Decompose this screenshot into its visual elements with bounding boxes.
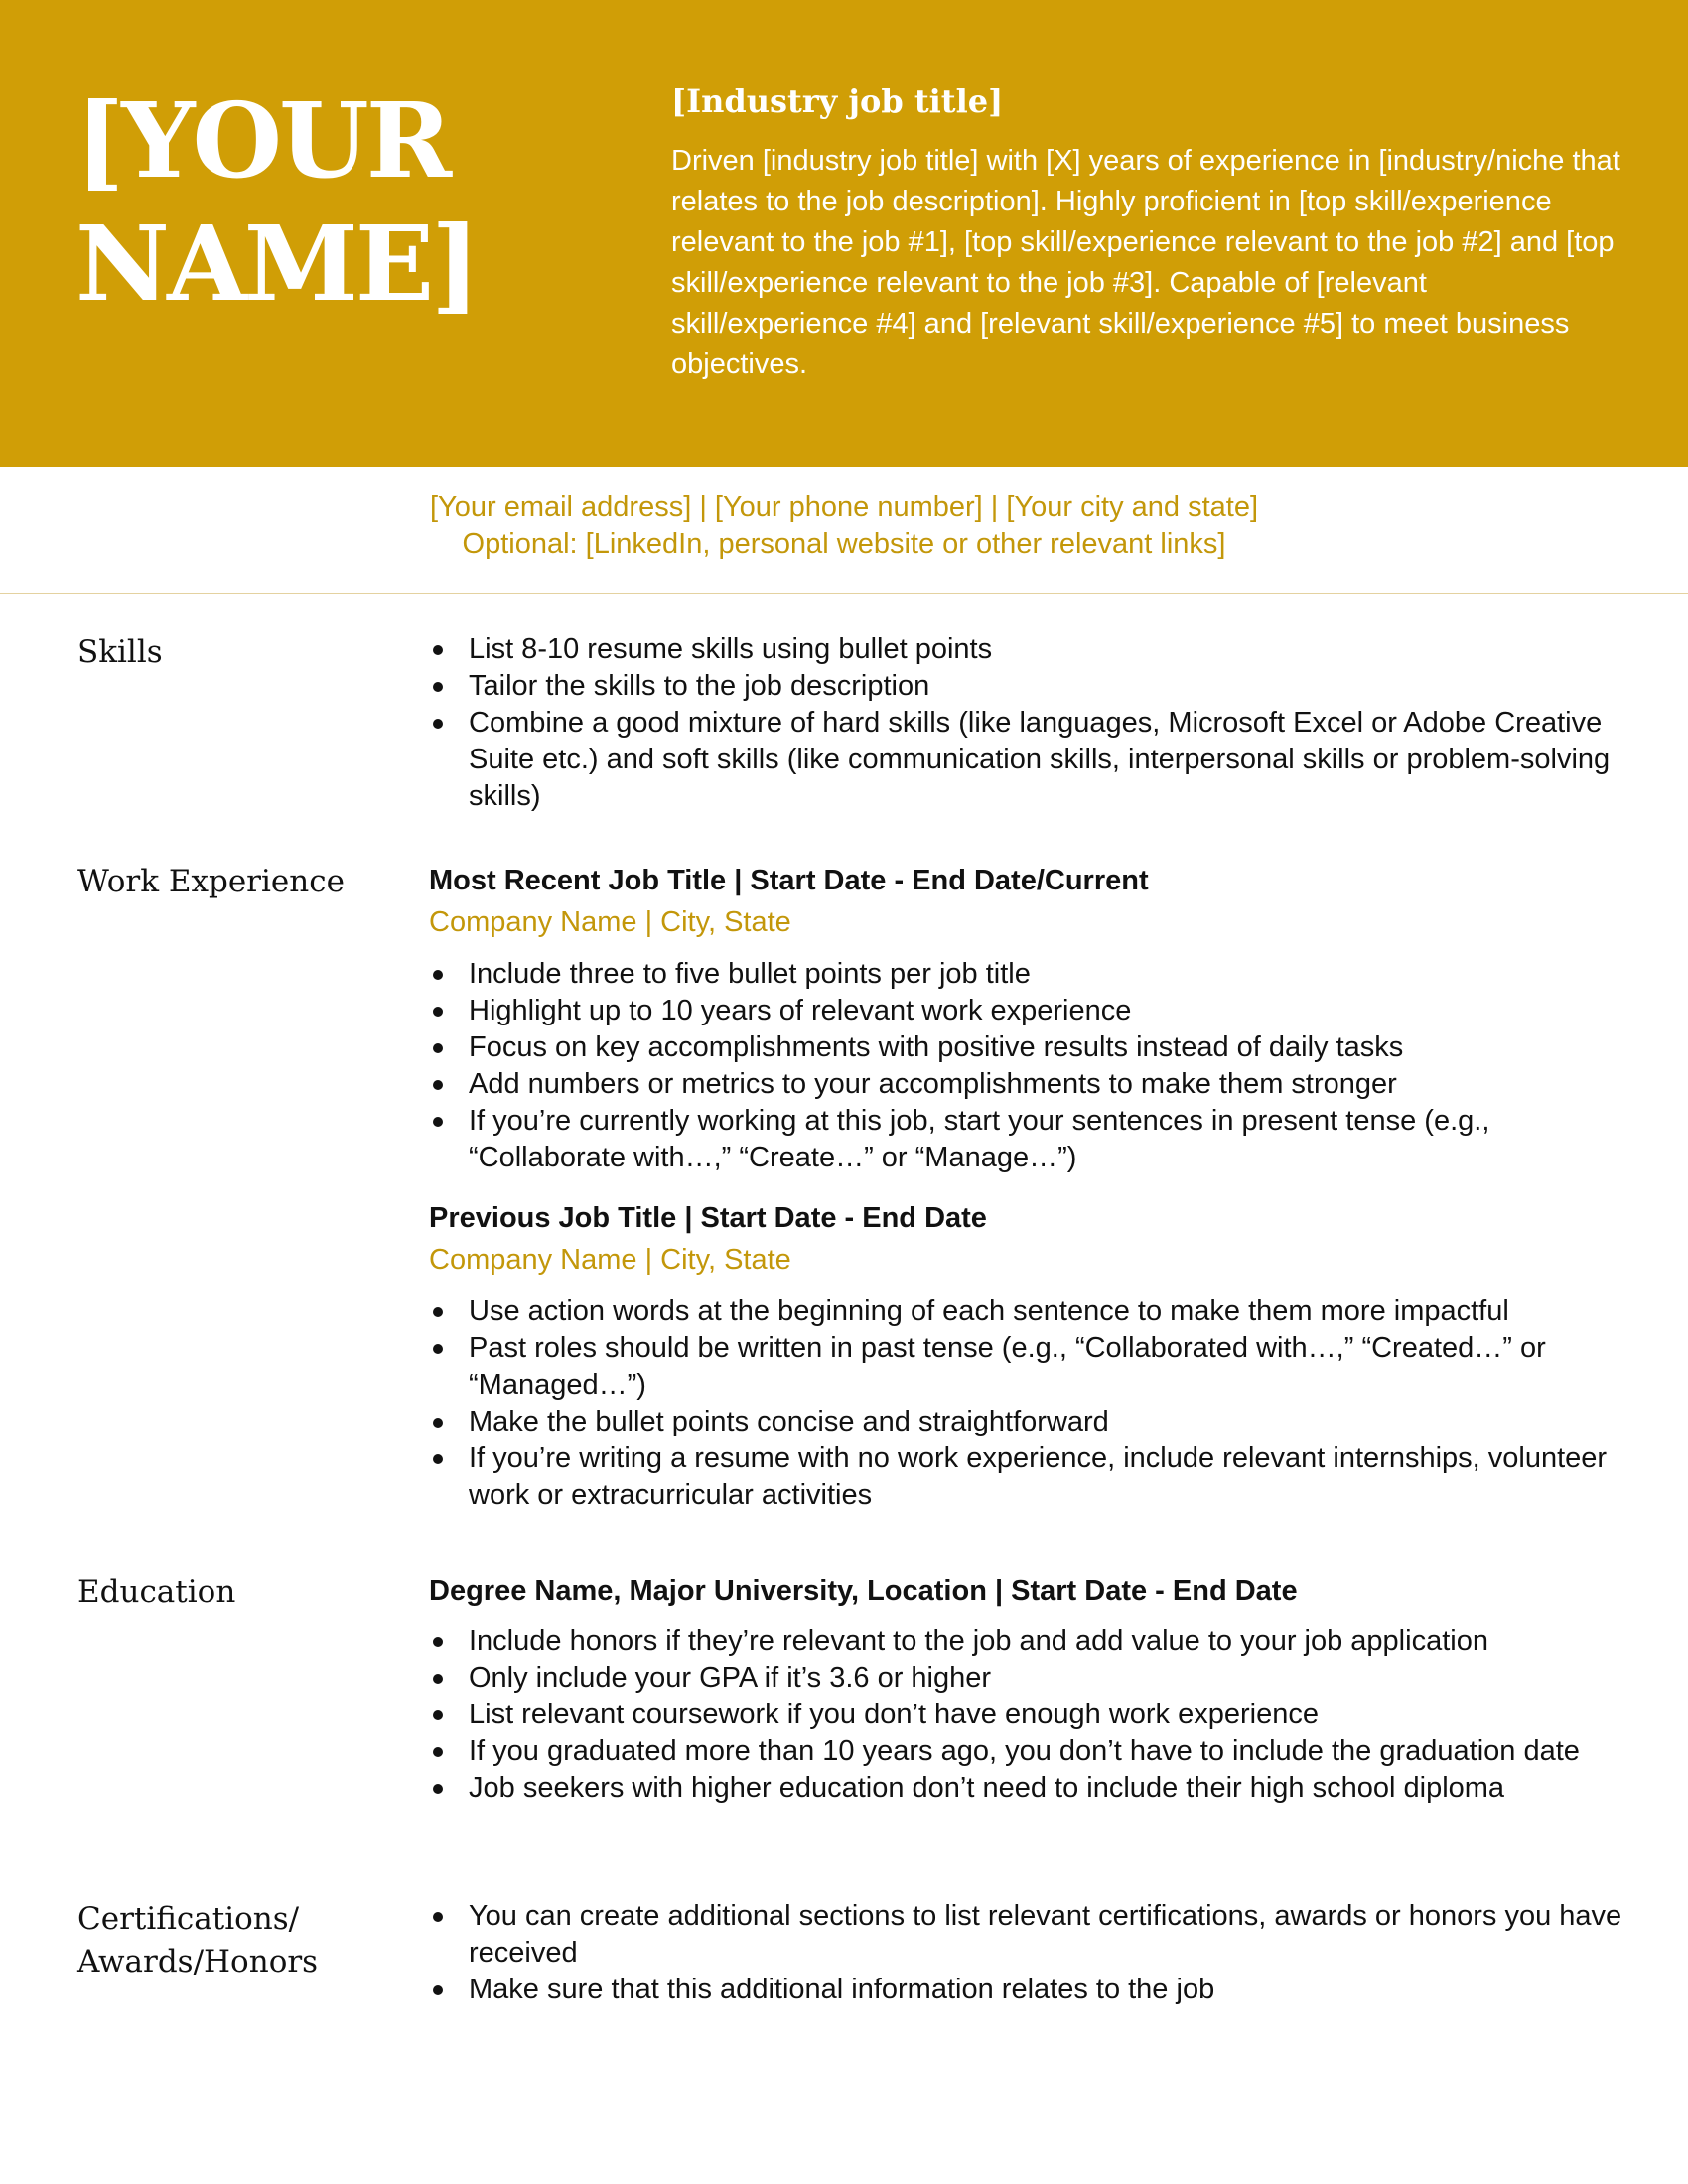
list-item: Make the bullet points concise and straightforward: [429, 1404, 1650, 1440]
professional-summary: Driven [industry job title] with [X] years of experience in [industry/niche that relates to the job description]. Highly proficient in [top skill/experience relevant to the job #1], [top skill/experience relevant to the job #2] and [top skill/experience relevant to the job #3]. Capable of [relevant skill/experience #4] and [relevant skill/experience #5] to meet business objectives.: [671, 145, 1620, 380]
name-line-2: NAME]: [75, 203, 478, 325]
contact-info: [0, 489, 1688, 563]
certifications-label-line-2: Awards/Honors: [77, 1944, 319, 1979]
list-item: Include three to five bullet points per job title: [429, 956, 1650, 993]
skills-label: Skills: [77, 634, 163, 670]
list-item: Combine a good mixture of hard skills (like languages, Microsoft Excel or Adobe Creative Suite etc.) and soft skills (like communication skills, interpersonal skills or problem-solving skills): [429, 705, 1650, 815]
list-item: Make sure that this additional information relates to the job: [429, 1972, 1650, 2008]
list-item: Highlight up to 10 years of relevant work experience: [429, 993, 1650, 1029]
list-item: If you’re currently working at this job, start your sentences in present tense (e.g., “Collaborate with…,” “Create…” or “Manage…”): [429, 1103, 1650, 1176]
contact-line-primary: [Your email address] | [Your phone number] | [Your city and state]: [429, 491, 1259, 523]
certifications-body: [429, 1898, 1650, 2008]
header-band: [0, 0, 1688, 467]
work-experience-body: [429, 861, 1650, 1536]
certifications-label: [77, 1898, 395, 1983]
list-item: If you graduated more than 10 years ago, you don’t have to include the graduation date: [429, 1733, 1650, 1770]
job-entry-previous: [429, 1198, 1650, 1514]
job-heading: Previous Job Title | Start Date - End Date: [429, 1202, 987, 1234]
education-list: [429, 1623, 1650, 1807]
job-heading: Most Recent Job Title | Start Date - End Date/Current: [429, 865, 1149, 896]
list-item: Include honors if they’re relevant to the job and add value to your job application: [429, 1623, 1650, 1660]
list-item: You can create additional sections to list relevant certifications, awards or honors you have received: [429, 1898, 1650, 1972]
industry-job-title: [Industry job title]: [671, 82, 1004, 120]
list-item: Past roles should be written in past tense (e.g., “Collaborated with…,” “Created…” or “Managed…”): [429, 1330, 1650, 1404]
skills-body: [429, 631, 1650, 815]
company-line: Company Name | City, State: [429, 906, 791, 938]
education-label: Education: [77, 1574, 236, 1610]
list-item: If you’re writing a resume with no work experience, include relevant internships, volunteer work or extracurricular activities: [429, 1440, 1650, 1514]
contact-line-optional: Optional: [LinkedIn, personal website or other relevant links]: [462, 528, 1226, 560]
job-entry-recent: [429, 861, 1650, 1176]
list-item: Add numbers or metrics to your accomplishments to make them stronger: [429, 1066, 1650, 1103]
contact-divider: [0, 593, 1688, 594]
list-item: Tailor the skills to the job description: [429, 668, 1650, 705]
list-item: Job seekers with higher education don’t need to include their high school diploma: [429, 1770, 1650, 1807]
certifications-label-line-1: Certifications/: [77, 1901, 300, 1937]
list-item: Use action words at the beginning of each sentence to make them more impactful: [429, 1294, 1650, 1330]
skills-list: [429, 631, 1650, 815]
list-item: Only include your GPA if it’s 3.6 or higher: [429, 1660, 1650, 1697]
work-experience-label: Work Experience: [77, 864, 345, 899]
job-bullets: [429, 956, 1650, 1176]
name-line-1: [YOUR: [75, 79, 450, 202]
degree-heading: Degree Name, Major University, Location | Start Date - End Date: [429, 1575, 1298, 1607]
candidate-name: [75, 79, 632, 326]
header-summary-block: [671, 79, 1624, 385]
job-bullets: [429, 1294, 1650, 1514]
certifications-list: [429, 1898, 1650, 2008]
education-body: [429, 1571, 1650, 1807]
list-item: List 8-10 resume skills using bullet points: [429, 631, 1650, 668]
list-item: List relevant coursework if you don’t have enough work experience: [429, 1697, 1650, 1733]
list-item: Focus on key accomplishments with positive results instead of daily tasks: [429, 1029, 1650, 1066]
company-line: Company Name | City, State: [429, 1244, 791, 1276]
